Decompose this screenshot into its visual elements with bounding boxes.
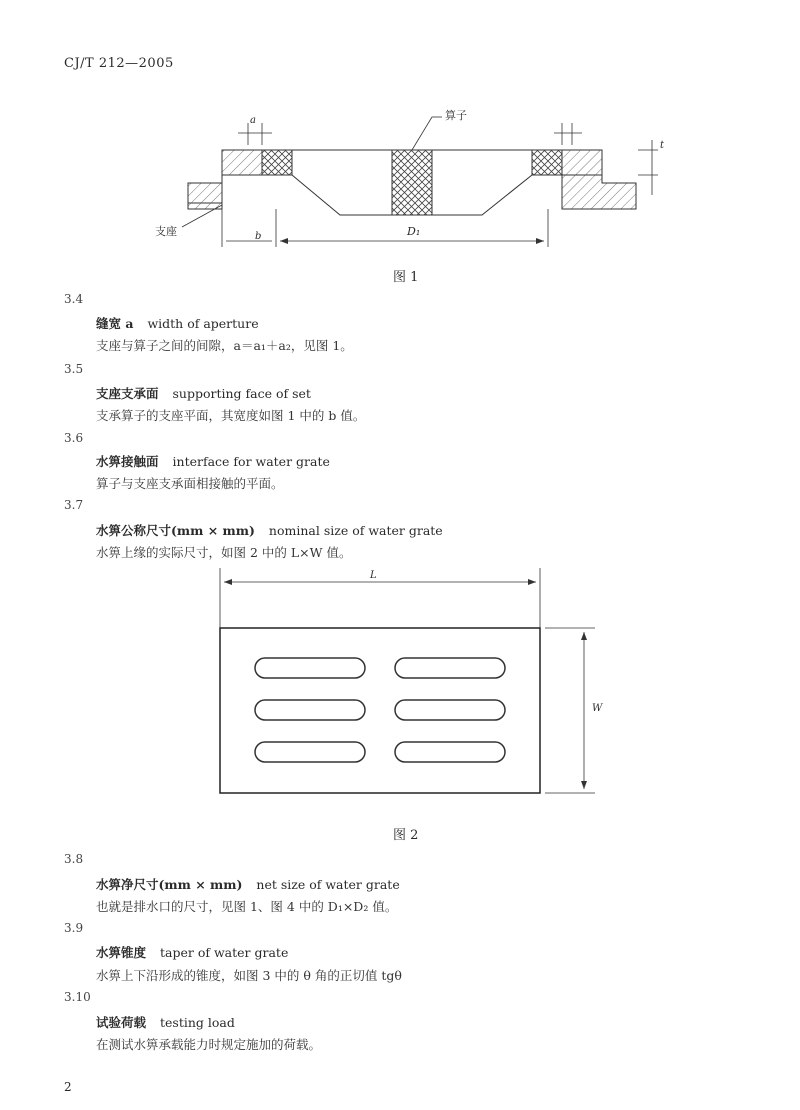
dim-t-label: t [660,140,665,151]
term-heading: 支座支承面 supporting face of set [96,386,311,401]
section-number: 3.9 [64,921,84,935]
section-number: 3.4 [64,292,84,306]
grate-label: 算子 [445,109,467,122]
figure-2-caption: 图 2 [393,828,419,843]
grate-plate [220,628,540,793]
term-heading: 水箅净尺寸(mm × mm) net size of water grate [96,877,400,892]
dim-l-label: L [370,570,377,581]
section-number: 3.8 [64,852,84,866]
page-number: 2 [64,1080,72,1094]
dim-d1-label: D₁ [407,225,421,238]
figure-1-caption: 图 1 [393,270,419,285]
dim-b-label: b [255,231,262,242]
term-definition: 支座与算子之间的间隙，a＝a₁＋a₂，见图 1。 [96,338,353,353]
term-heading: 水箅接触面 interface for water grate [96,454,330,469]
figure-1-drawing [155,105,670,260]
section-number: 3.5 [64,362,84,376]
term-heading: 缝宽 a width of aperture [96,316,259,331]
term-definition: 水箅上缘的实际尺寸，如图 2 中的 L×W 值。 [96,545,352,560]
dim-w-label: W [592,703,603,714]
right-grate-edge [532,150,562,175]
term-definition: 算子与支座支承面相接触的平面。 [96,476,284,491]
term-definition: 也就是排水口的尺寸，见图 1、图 4 中的 D₁×D₂ 值。 [96,899,398,914]
support-label: 支座 [155,225,177,238]
figure-2-drawing [210,568,610,800]
standard-code: CJ/T 212—2005 [64,56,174,71]
dim-a-label: a [250,115,256,126]
term-heading: 水箅锥度 taper of water grate [96,945,289,960]
section-number: 3.7 [64,498,84,512]
term-definition: 在测试水箅承载能力时规定施加的荷载。 [96,1037,322,1052]
left-grate-edge [262,150,292,175]
right-support [562,150,602,175]
term-heading: 水箅公称尺寸(mm × mm) nominal size of water grate [96,523,443,538]
term-definition: 支承算子的支座平面，其宽度如图 1 中的 b 值。 [96,408,366,423]
section-number: 3.6 [64,431,84,445]
section-number: 3.10 [64,990,91,1004]
center-grate-bar [392,150,432,215]
term-heading: 试验荷载 testing load [96,1015,235,1030]
term-definition: 水箅上下沿形成的锥度，如图 3 中的 θ 角的正切值 tgθ [96,968,402,983]
